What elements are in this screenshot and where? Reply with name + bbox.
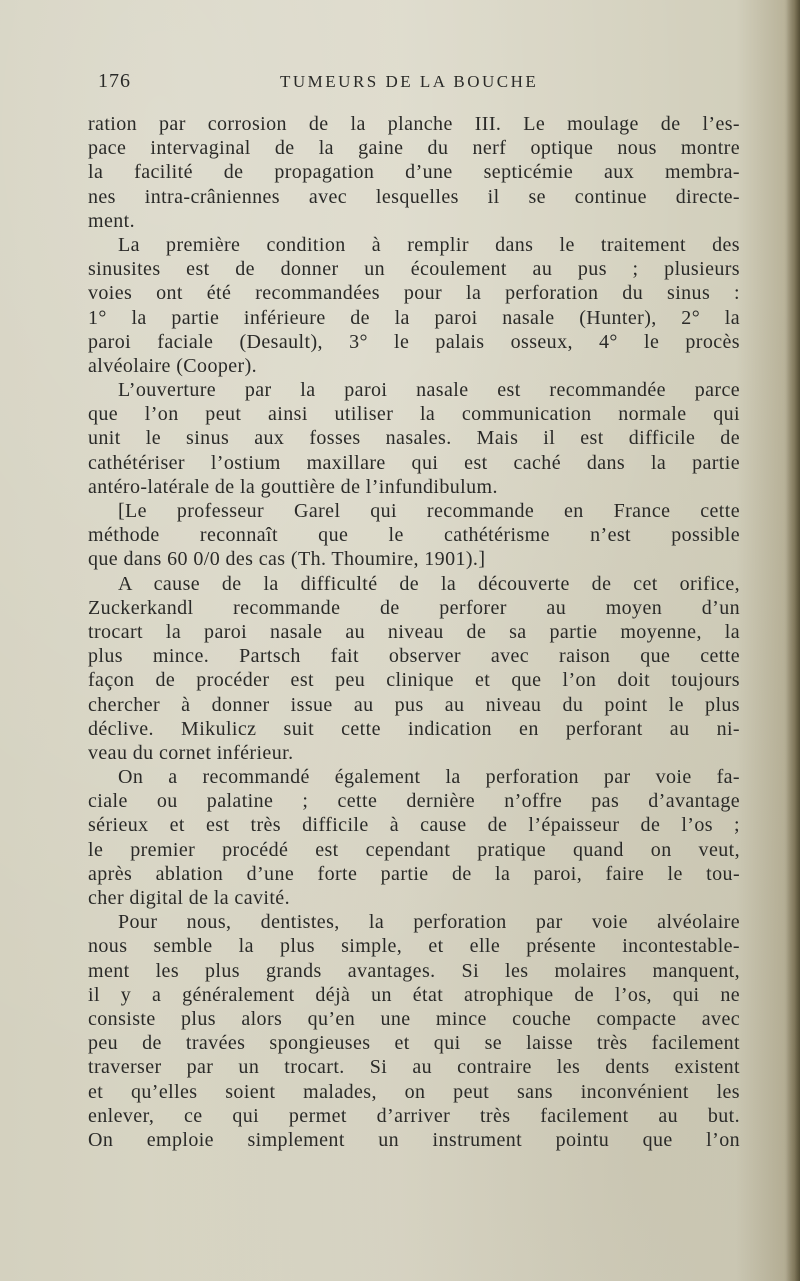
text-line: ment les plus grands avantages. Si les molaires manquent, <box>88 959 740 982</box>
running-head: TUMEURS DE LA BOUCHE <box>280 72 539 91</box>
text-line: Pour nous, dentistes, la perforation par voie alvéolaire <box>118 911 740 934</box>
text-line: On a recommandé également la perforation par voie fa- <box>118 766 740 789</box>
text-line: L’ouverture par la paroi nasale est recommandée parce <box>118 379 740 402</box>
text-line: que dans 60 0/0 des cas (Th. Thoumire, 1901).] <box>88 548 486 571</box>
text-line: 1° la partie inférieure de la paroi nasale (Hunter), 2° la <box>88 306 740 329</box>
body-text <box>88 112 740 1152</box>
text-line: que l’on peut ainsi utiliser la communication normale qui <box>88 403 740 426</box>
text-line: traverser par un trocart. Si au contraire les dents existent <box>88 1056 740 1079</box>
text-line: [Le professeur Garel qui recommande en France cette <box>118 500 740 522</box>
text-line: plus mince. Partsch fait observer avec raison que cette <box>88 645 740 668</box>
text-line: déclive. Mikulicz suit cette indication en perforant au ni- <box>88 717 740 740</box>
text-line: méthode reconnaît que le cathétérisme n’est possible <box>88 524 740 547</box>
text-line: alvéolaire (Cooper). <box>88 354 258 377</box>
text-line: nes intra-crâniennes avec lesquelles il se continue directe- <box>88 185 740 208</box>
text-line: cher digital de la cavité. <box>88 887 290 909</box>
text-line: paroi faciale (Desault), 3° le palais osseux, 4° le procès <box>88 330 740 353</box>
text-line: chercher à donner issue au pus au niveau du point le plus <box>88 693 740 716</box>
text-line: antéro-latérale de la gouttière de l’infundibulum. <box>88 475 498 498</box>
text-line: façon de procéder est peu clinique et que l’on doit toujours <box>88 669 740 692</box>
text-line: le premier procédé est cependant pratique quand on veut, <box>88 838 740 861</box>
text-line: la facilité de propagation d’une septicémie aux membra- <box>88 161 740 184</box>
text-line: sinusites est de donner un écoulement au pus ; plusieurs <box>88 258 740 281</box>
text-line: sérieux et est très difficile à cause de l’épaisseur de l’os ; <box>88 814 740 837</box>
text-line: ration par corrosion de la planche III. Le moulage de l’es- <box>88 113 740 135</box>
text-line: il y a généralement déjà un état atrophique de l’os, qui ne <box>88 983 740 1006</box>
page-edge-shadow <box>786 0 800 1281</box>
text-line: ciale ou palatine ; cette dernière n’offre pas d’avantage <box>88 790 740 813</box>
text-line: pace intervaginal de la gaine du nerf optique nous montre <box>88 137 740 160</box>
text-line: On emploie simplement un instrument pointu que l’on <box>88 1128 740 1151</box>
text-line: consiste plus alors qu’en une mince couche compacte avec <box>88 1007 740 1030</box>
text-line: et qu’elles soient malades, on peut sans inconvénient les <box>88 1080 740 1103</box>
text-line: ment. <box>88 209 135 232</box>
text-line: unit le sinus aux fosses nasales. Mais il est difficile de <box>88 427 740 450</box>
text-line: cathétériser l’ostium maxillare qui est caché dans la partie <box>88 451 740 474</box>
text-line: A cause de la difficulté de la découverte de cet orifice, <box>118 572 740 595</box>
text-line: trocart la paroi nasale au niveau de sa partie moyenne, la <box>88 620 740 643</box>
text-line: nous semble la plus simple, et elle présente incontestable- <box>88 935 740 958</box>
text-line: enlever, ce qui permet d’arriver très facilement au but. <box>88 1104 740 1127</box>
text-line: veau du cornet inférieur. <box>88 741 294 764</box>
text-line: voies ont été recommandées pour la perforation du sinus : <box>88 282 740 305</box>
page-number: 176 <box>98 70 131 92</box>
text-line: La première condition à remplir dans le traitement des <box>118 233 740 256</box>
text-line: peu de travées spongieuses et qui se laisse très facilement <box>88 1032 740 1055</box>
page-header <box>98 70 728 96</box>
text-line: Zuckerkandl recommande de perforer au moyen d’un <box>88 596 740 619</box>
text-line: après ablation d’une forte partie de la paroi, faire le tou- <box>88 862 740 885</box>
